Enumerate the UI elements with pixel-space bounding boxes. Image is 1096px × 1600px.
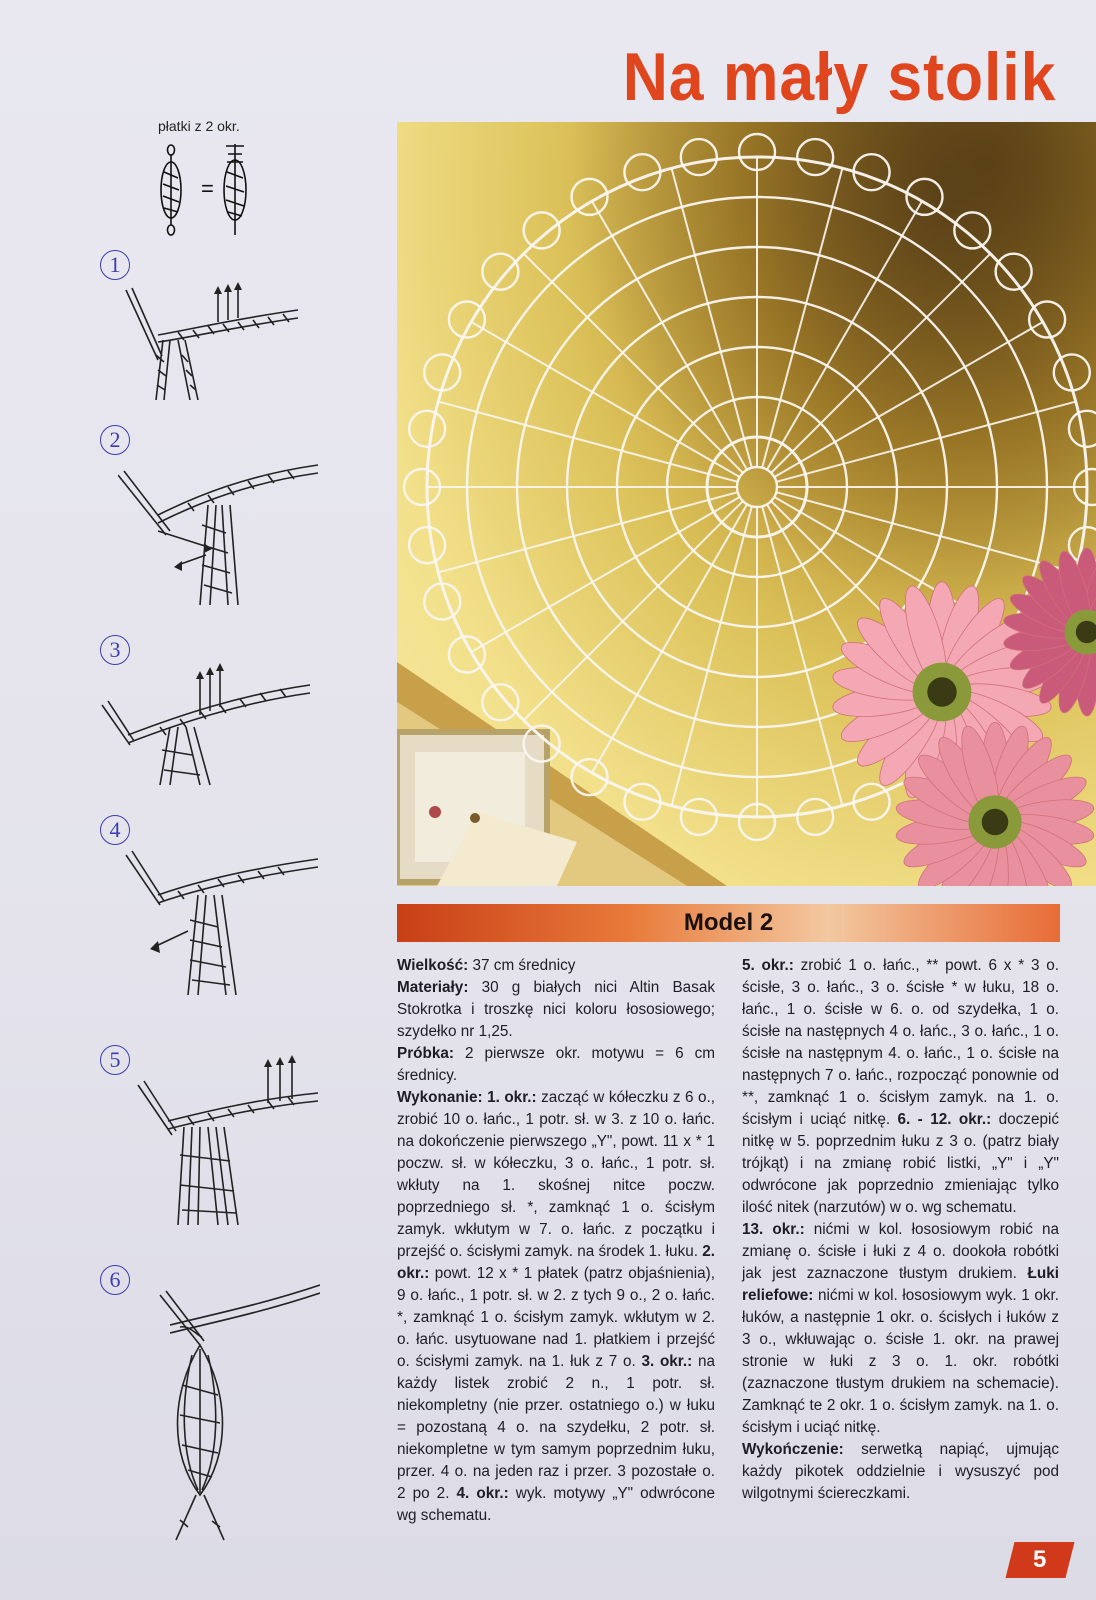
execution-paragraph: Wykonanie: 1. okr.: zacząć w kółeczku z 6 o., zrobić 10 o. łańc., 1 potr. sł. w 3. z 10 o. łańc. na dokończenie pierwszego „Y", powt. 11 x * 1 poczw. sł. w kółeczku, 3 o. łańc., 1 potr. sł. wkłuty na 1. skośnej nitce poczw. poprzedniego sł. *, zamknąć 1 o. ścisłym zamyk. wkłutym w 7. o. łańc. z początku i przejść o. ścisłymi zamyk. na środek 1. łuku. 2. okr.: powt. 12 x * 1 płatek (patrz objaśnienia), 9 o. łańc., 1 potr. sł. w 2. z tych 9 o., 2 o. łańc. *, zamknąć 1 o. ścisłym zamyk. wkłutym w 2. o. łańc. usytuowane nad 1. płatkiem i przejść o. ścisłymi zamyk. na 1. łuk z 7 o. 3. okr.: na każdy listek zrobić 2 n., 1 potr. sł. niekompletny (nie przer. ostatniego o.) w łuku = pozostaną 4 o. na szydełku, 2 potr. sł. niekompletne w tym samym poprzednim łuku, przer. 4 o. na jeden raz i przer. 3 pozostałe o. 2 po 2. 4. okr.: wyk. motywy „Y" odwrócone wg schematu. [397,1089,716,1524]
step-number: 2 [100,425,130,455]
model-title: Model 2 [683,909,774,936]
crochet-step-6-illustration [140,1265,320,1545]
materials-paragraph: Materiały: 30 g białych nici Altin Basak Stokrotka i troszkę nici koloru łososiowego; szydełko nr 1,25. [397,979,715,1040]
sample-paragraph: Próbka: 2 pierwsze okr. motywu = 6 cm średnicy. [397,1045,715,1084]
round5-paragraph: 5. okr.: zrobić 1 o. łańc., ** powt. 6 x * 3 o. ścisłe, 3 o. łańc., 3 o. ścisłe * w łuku, 18 o. łańc., 1 o. ścisłe w 6. o. od szydełka, 1 o. ścisłe na następnych 4 o. łańc., 3 o. łańc., 1 o. ścisłe na następnym 4. o. łańc., 1 o. ścisłe na następnych 7 o. łańc., rozpocząć ponownie od **, zamknąć 1 o. ścisłym zamyk. na 1. o. ścisłym i uciąć nitkę. 6. - 12. okr.: doczepić nitkę w 5. poprzednim łuku z 3 o. (patrz biały trójkąt) i na zmianę robić listki, „Y" i „Y" odwrócone jak poprzednio zmieniając tylko ilość nitek (narzutów) w o. wg schematu. [742,957,1060,1216]
round13-paragraph: 13. okr.: nićmi w kol. łososiowym robić na zmianę o. ścisłe i łuki z 4 o. dookoła robótki jak jest zaznaczone tłustym drukiem. Łuki reliefowe: nićmi w kol. łososiowym wyk. 1 okr. łuków, a następnie 1 okr. o. ścisłych i łuków z 3 o., wkłuwając o. ścisłe 1. okr. na prawej stronie w łuki z 3 o. 1. okr. robótki (zaznaczone tłustym drukiem na schemacie). Zamknąć te 2 okr. 1 o. ścisłym zamyk. na 1. o. ścisłym i uciąć nitkę. [742,1221,1059,1436]
crochet-step-3-illustration [100,655,320,795]
doily-photo [397,122,1096,886]
page-number-badge [1006,1542,1075,1578]
finish-paragraph: Wykończenie: serwetką napiąć, ujmując każdy pikotek oddzielnie i wysuszyć pod wilgotnymi ściereczkami. [742,1441,1059,1502]
legend-label: płatki z 2 okr. [158,118,240,134]
step-number: 1 [100,250,130,280]
page-number: 5 [1033,1546,1047,1573]
size-paragraph: Wielkość: 37 cm średnicy [397,957,576,974]
doily-illustration [397,122,1096,886]
legend-equals: = [201,176,214,201]
crochet-step-4-illustration [118,835,318,1015]
instructions-left-column [397,955,715,1527]
crochet-step-5-illustration [118,1045,318,1235]
page-title: Na mały stolik [622,39,1056,115]
step-number: 6 [100,1265,130,1295]
crochet-step-2-illustration [118,435,318,615]
crochet-step-1-illustration [118,280,318,410]
petal-symbol-icon [155,142,255,237]
instructions-right-column [742,955,1059,1505]
model-title-bar [397,904,1060,942]
step-number: 3 [100,635,130,665]
step-number: 5 [100,1045,130,1075]
step-number: 4 [100,815,130,845]
